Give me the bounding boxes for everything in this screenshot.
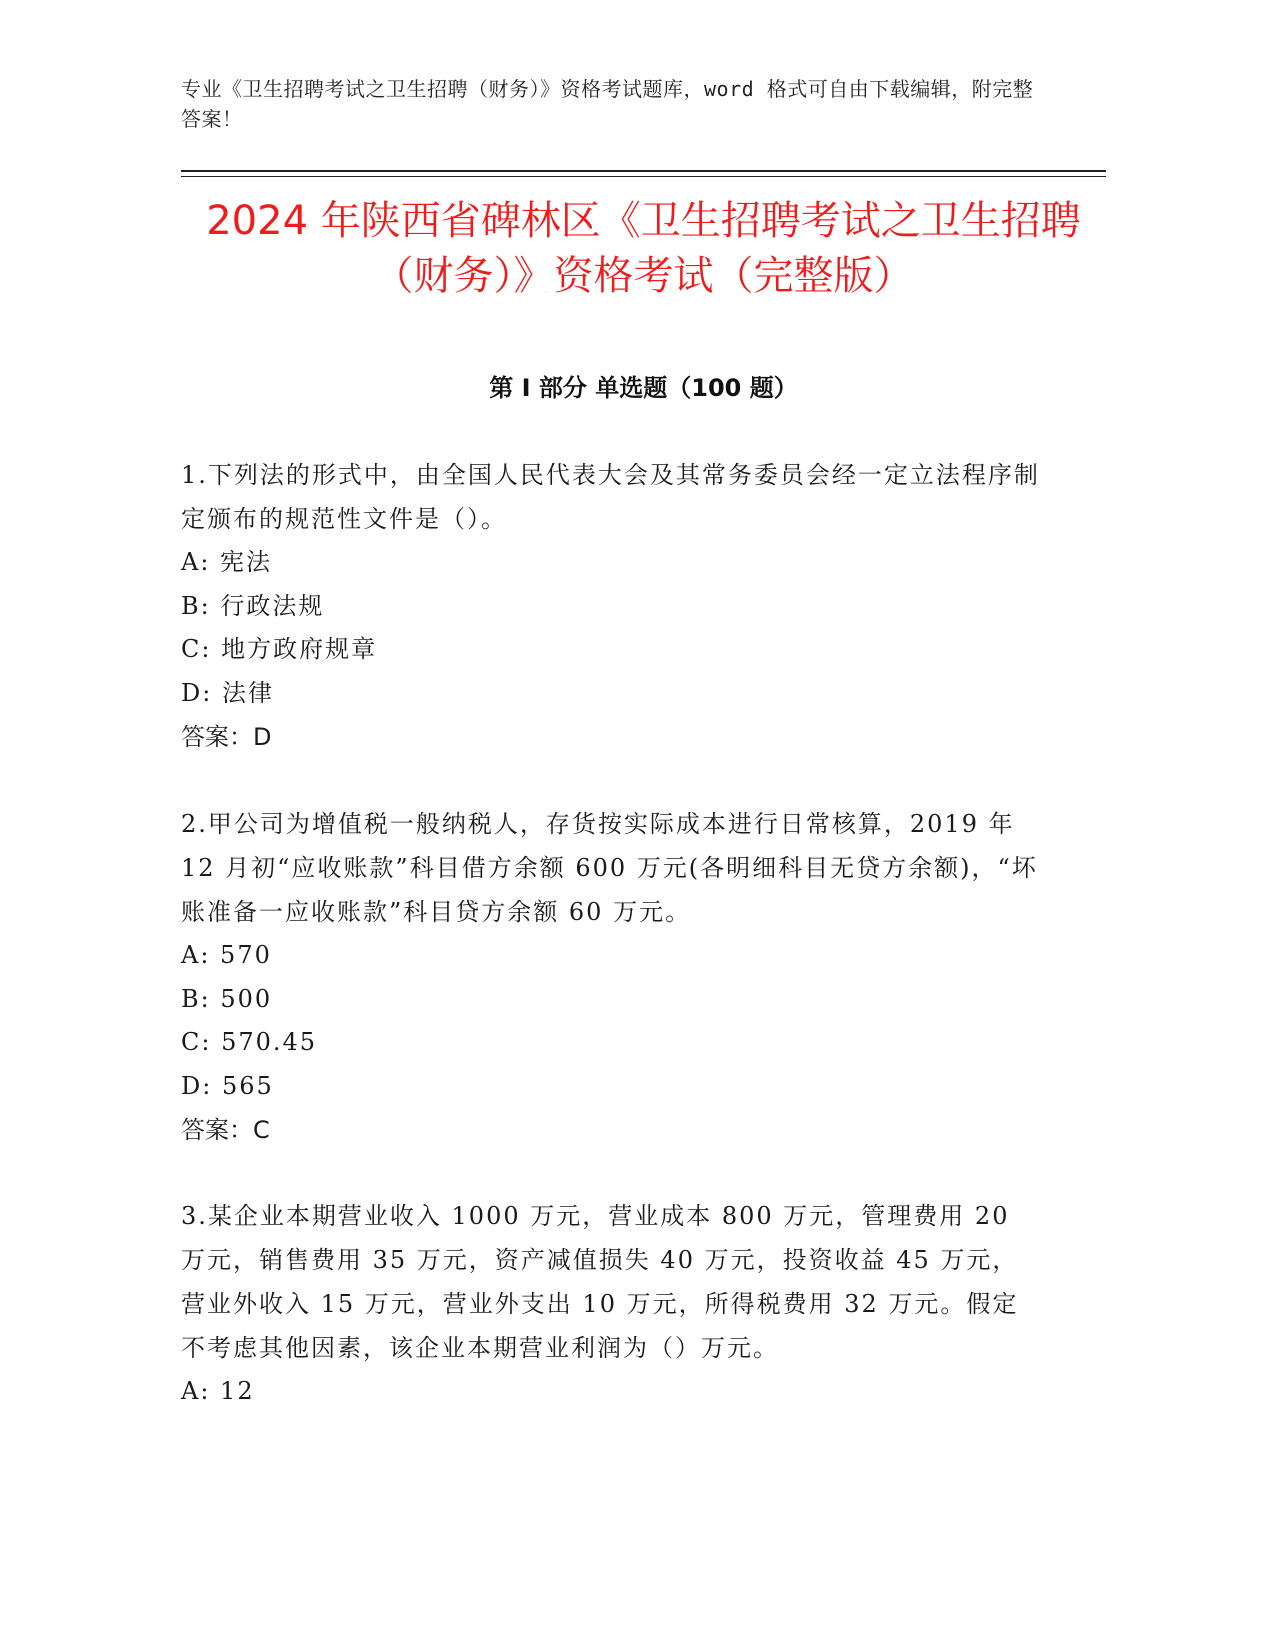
question-3: [181, 1194, 1041, 1414]
question-stem: 2.甲公司为增值税一般纳税人，存货按实际成本进行日常核算，2019 年 12 月初“应收账款”科目借方余额 600 万元(各明细科目无贷方余额)，“坏账准备一应收账款”科目贷方余额 60 万元。: [181, 810, 1038, 926]
option-c: C: 地方政府规章: [181, 635, 378, 663]
question-1: [181, 453, 1041, 759]
question-2: [181, 802, 1041, 1152]
option-c: C: 570.45: [181, 1028, 318, 1056]
answer: 答案：D: [181, 723, 272, 751]
option-a: A: 570: [181, 941, 272, 969]
answer: 答案：C: [181, 1116, 270, 1144]
option-d: D: 法律: [181, 678, 274, 707]
option-d: D: 565: [181, 1071, 274, 1100]
header-rule-thick: [181, 170, 1106, 172]
option-b: B: 行政法规: [181, 591, 325, 620]
option-a: A: 12: [181, 1377, 255, 1405]
header-note: 专业《卫生招聘考试之卫生招聘（财务）》资格考试题库，word 格式可自由下载编辑，附完整答案！: [181, 77, 1034, 131]
header-rule-thin: [181, 176, 1106, 177]
question-stem: 1.下列法的形式中，由全国人民代表大会及其常务委员会经一定立法程序制定颁布的规范性文件是（）。: [181, 461, 1040, 533]
question-stem: 3.某企业本期营业收入 1000 万元，营业成本 800 万元，管理费用 20 万元，销售费用 35 万元，资产减值损失 40 万元，投资收益 45 万元，营业外收入 15 万元，营业外支出 10 万元，所得税费用 32 万元。假定不考虑其他因素，该企业本期营业利润为（）万元。: [181, 1202, 1019, 1362]
document-title: 2024 年陕西省碑林区《卫生招聘考试之卫生招聘（财务）》资格考试（完整版）: [206, 198, 1081, 299]
option-a: A: 宪法: [181, 548, 273, 576]
section-title: 第 I 部分 单选题（100 题）: [489, 374, 798, 402]
option-b: B: 500: [181, 984, 273, 1013]
